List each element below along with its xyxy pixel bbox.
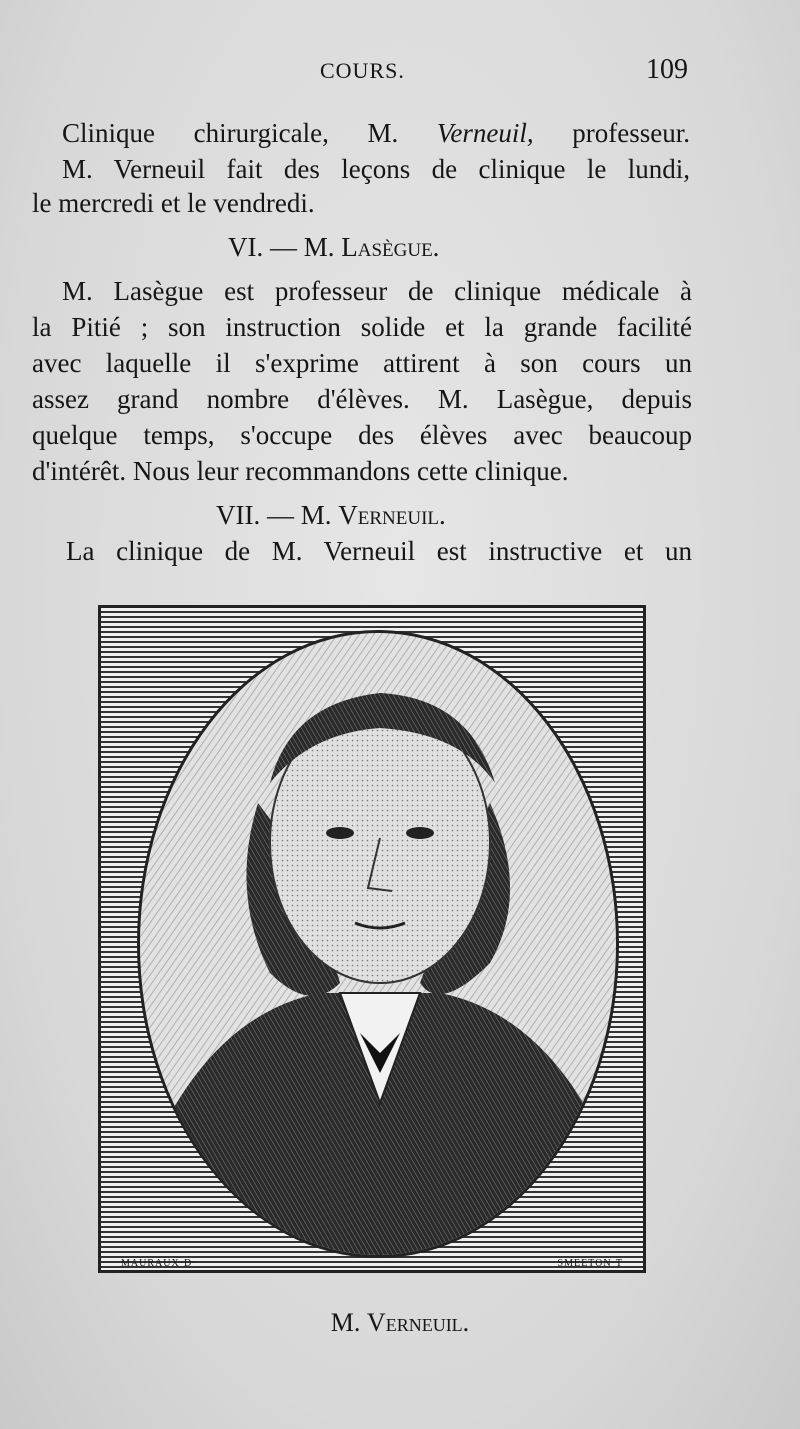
page-number: 109: [646, 54, 688, 85]
section-number: VI. — M.: [228, 232, 335, 262]
figure-caption: [0, 1308, 800, 1338]
portrait-illustration: [140, 633, 616, 1255]
paragraph-line: d'intérêt. Nous leur recommandons cette clinique.: [32, 456, 569, 486]
section-number: VII. — M.: [216, 500, 332, 530]
section-heading: [216, 498, 446, 532]
left-eye: [326, 827, 354, 839]
paragraph-line: M. Lasègue est professeur de clinique médicale à: [62, 276, 692, 306]
text-run: Clinique chirurgicale, M.: [62, 118, 399, 148]
caption-name: Verneuil.: [366, 1308, 470, 1337]
italic-name: Verneuil,: [436, 118, 534, 148]
portrait-engraving: [98, 605, 646, 1273]
caption-prefix: M.: [330, 1308, 361, 1337]
paragraph-line: La clinique de M. Verneuil est instructive et un: [66, 536, 692, 566]
paragraph-line: la Pitié ; son instruction solide et la grande facilité: [32, 312, 692, 342]
paragraph-line: avec laquelle il s'exprime attirent à son cours un: [32, 348, 692, 378]
paragraph-line: M. Verneuil fait des leçons de clinique le lundi,: [62, 154, 690, 184]
section-name: Verneuil.: [338, 500, 446, 530]
paragraph-line: assez grand nombre d'élèves. M. Lasègue, depuis: [32, 384, 692, 414]
right-eye: [406, 827, 434, 839]
section-name: Lasègue.: [341, 232, 440, 262]
text-run: professeur.: [572, 118, 691, 148]
paragraph-line: [62, 116, 690, 150]
running-head: COURS.: [320, 58, 405, 83]
engraver-credit-left: MAURAUX·D·: [121, 1258, 197, 1269]
paragraph-line: le mercredi et le vendredi.: [32, 188, 315, 218]
portrait-oval: [137, 630, 619, 1258]
paragraph-line: quelque temps, s'occupe des élèves avec beaucoup: [32, 420, 692, 450]
engraver-credit-right: SMEETON·T: [557, 1258, 623, 1269]
section-heading: [228, 230, 439, 264]
